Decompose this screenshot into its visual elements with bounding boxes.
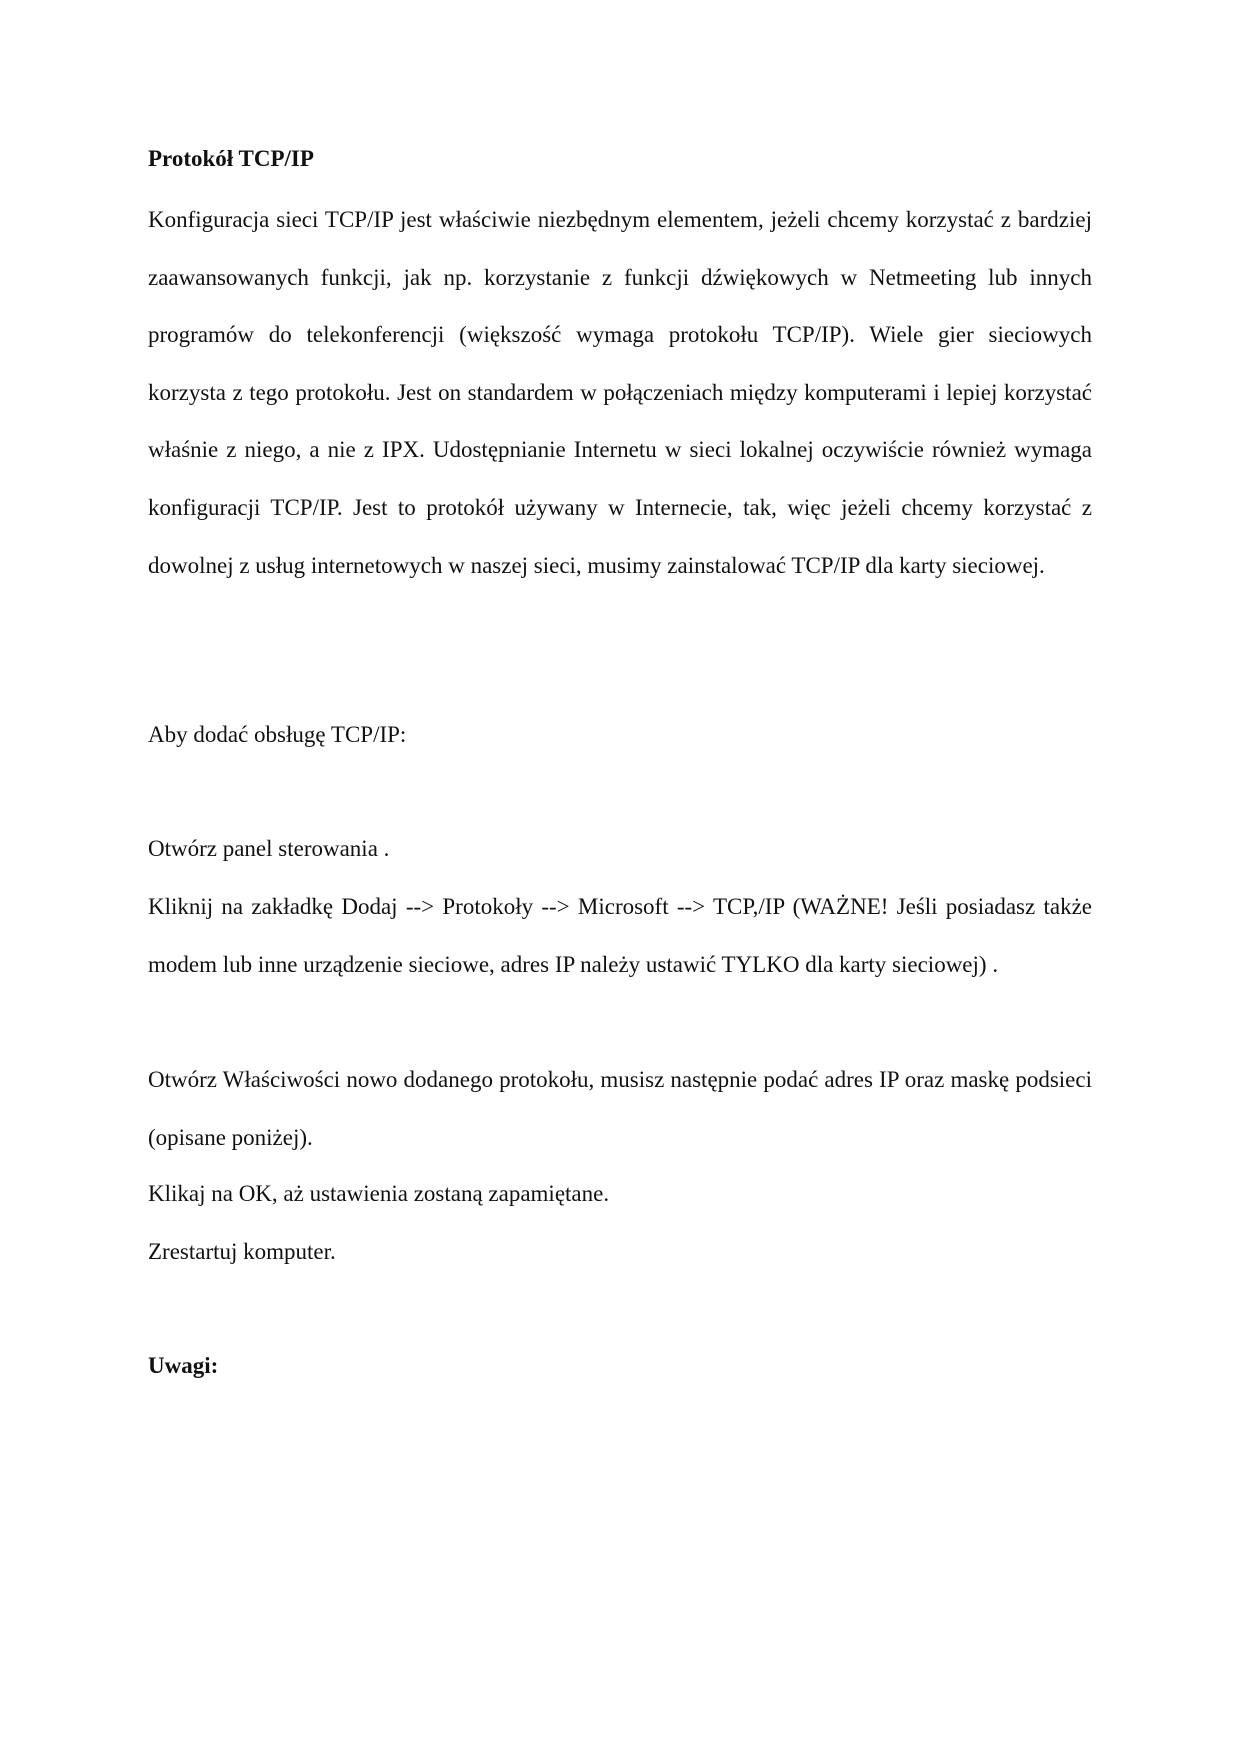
- howto-heading: Aby dodać obsługę TCP/IP:: [148, 722, 407, 747]
- step-restart: Zrestartuj komputer.: [148, 1239, 336, 1264]
- intro-paragraph: Konfiguracja sieci TCP/IP jest właściwie niezbędnym elementem, jeżeli chcemy korzystać z bardziej zaawansowanych funkcji, jak np. korzystanie z funkcji dźwiękowych w Netmeeting lub innych programów do telekonferencji (większość wymaga protokołu TCP/IP). Wiele gier sieciowych korzysta z tego protokołu. Jest on standardem w połączeniach między komputerami i lepiej korzystać właśnie z niego, a nie z IPX. Udostępnianie Internetu w sieci lokalnej oczywiście również wymaga konfiguracji TCP/IP. Jest to protokół używany w Internecie, tak, więc jeżeli chcemy korzystać z dowolnej z usług internetowych w naszej sieci, musimy zainstalować TCP/IP dla karty sieciowej.: [148, 207, 1092, 578]
- step-open-properties: Otwórz Właściwości nowo dodanego protokołu, musisz następnie podać adres IP oraz maskę podsieci (opisane poniżej).: [148, 1067, 1092, 1150]
- notes-heading: Uwagi:: [148, 1353, 219, 1378]
- step-open-control-panel: Otwórz panel sterowania .: [148, 836, 390, 861]
- page-title: Protokół TCP/IP: [148, 146, 314, 171]
- step-add-protocol: Kliknij na zakładkę Dodaj --> Protokoły --> Microsoft --> TCP,/IP (WAŻNE! Jeśli posiadasz także modem lub inne urządzenie sieciowe, adres IP należy ustawić TYLKO dla karty sieciowej) .: [148, 894, 1092, 977]
- step-click-ok: Klikaj na OK, aż ustawienia zostaną zapamiętane.: [148, 1181, 610, 1206]
